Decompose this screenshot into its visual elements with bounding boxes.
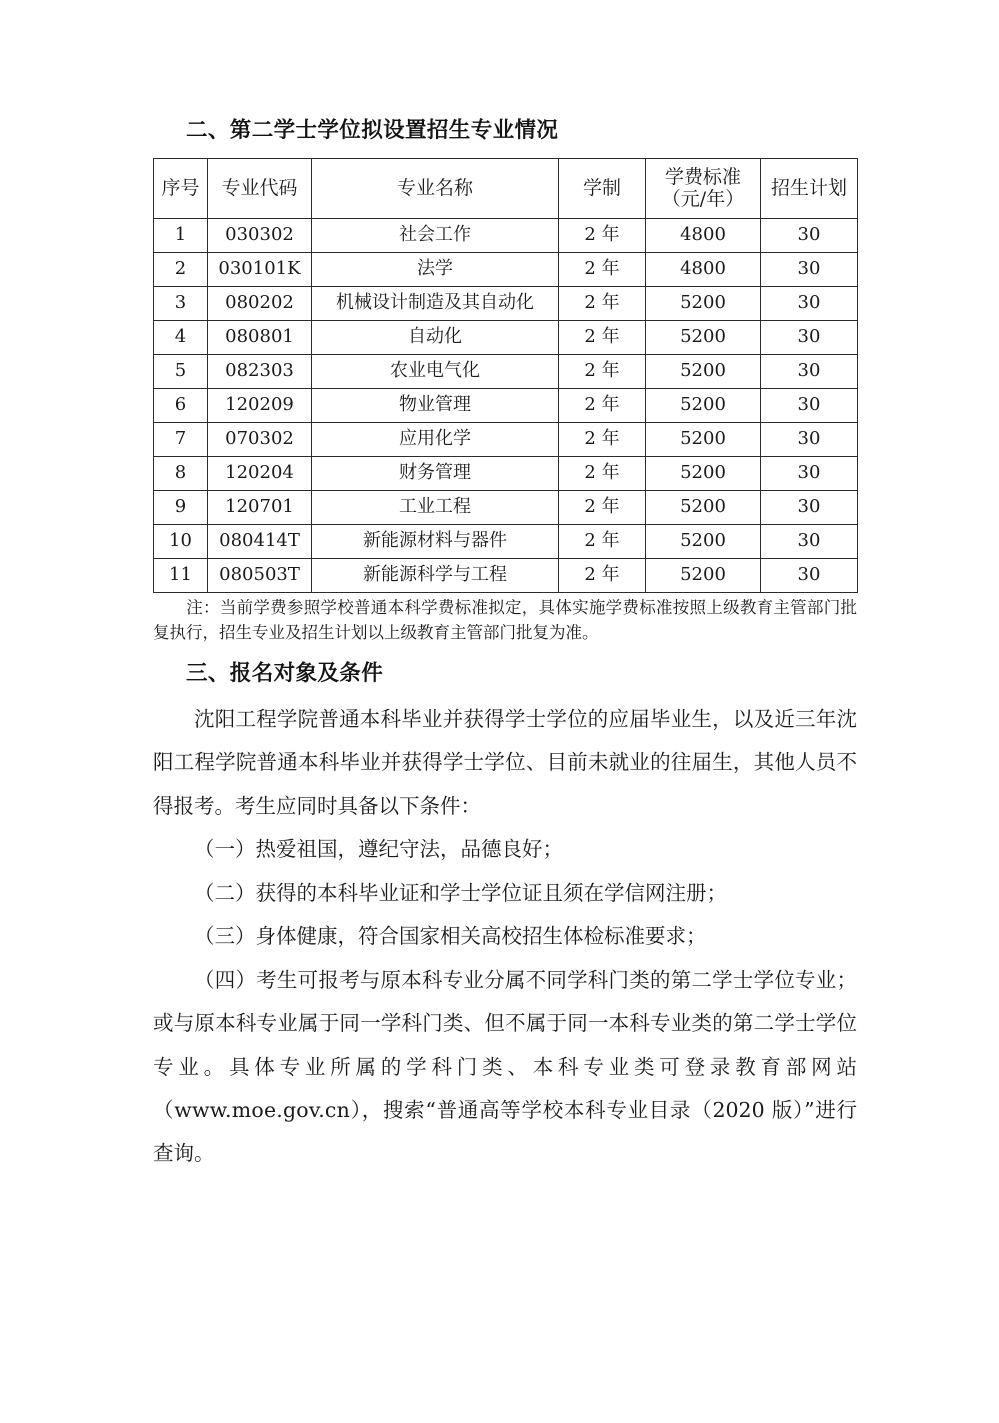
table-row [154,320,858,354]
table-note-text: 注：当前学费参照学校普通本科学费标准拟定，具体实施学费标准按照上级教育主管部门批复执行，招生专业及招生计划以上级教育主管部门批复为准。 [153,597,857,642]
cell-length: 2 年 [559,456,646,490]
cell-code: 120701 [208,490,312,524]
cell-name: 农业电气化 [312,354,559,388]
cell-fee: 5200 [646,558,761,592]
cell-quota: 30 [761,286,858,320]
cell-code: 120209 [208,388,312,422]
cell-code: 120204 [208,456,312,490]
cell-index: 3 [154,286,208,320]
cell-name: 新能源科学与工程 [312,558,559,592]
cell-fee: 5200 [646,456,761,490]
cell-quota: 30 [761,558,858,592]
paragraph-condition-3: （三）身体健康，符合国家相关高校招生体检标准要求； [194,924,707,949]
section-heading-three: 三、报名对象及条件 [186,661,384,687]
cell-length: 2 年 [559,422,646,456]
cell-index: 4 [154,320,208,354]
paragraph-condition-4-part-a: （四）考生可报考与原本科专业分属不同学科门类的第二学士学位专业；或与原本科专业属于同一学科门类、但不属于同一本科专业类的第二学士学位专业。具体专业所属的学科门类、本科专业类可登录教育部网站（ [153,967,857,1122]
cell-index: 9 [154,490,208,524]
cell-index: 8 [154,456,208,490]
column-header-fee [646,158,761,218]
cell-code: 070302 [208,422,312,456]
cell-length: 2 年 [559,524,646,558]
cell-name: 财务管理 [312,456,559,490]
column-header-code: 专业代码 [208,158,312,218]
table-row [154,524,858,558]
cell-index: 7 [154,422,208,456]
page-content [153,0,857,1176]
table-row [154,388,858,422]
cell-length: 2 年 [559,354,646,388]
cell-code: 080503T [208,558,312,592]
cell-index: 6 [154,388,208,422]
table-note [153,595,857,645]
cell-fee: 4800 [646,218,761,252]
paragraph-condition-2: （二）获得的本科毕业证和学士学位证且须在学信网注册； [194,880,727,905]
cell-name: 法学 [312,252,559,286]
table-row [154,558,858,592]
cell-code: 080801 [208,320,312,354]
cell-quota: 30 [761,320,858,354]
cell-quota: 30 [761,388,858,422]
cell-code: 080202 [208,286,312,320]
column-header-name: 专业名称 [312,158,559,218]
cell-name: 工业工程 [312,490,559,524]
cell-length: 2 年 [559,218,646,252]
cell-fee: 5200 [646,524,761,558]
cell-name: 社会工作 [312,218,559,252]
table-row [154,354,858,388]
cell-name: 物业管理 [312,388,559,422]
cell-fee: 5200 [646,422,761,456]
cell-index: 10 [154,524,208,558]
cell-length: 2 年 [559,558,646,592]
cell-quota: 30 [761,252,858,286]
cell-fee: 5200 [646,388,761,422]
cell-quota: 30 [761,354,858,388]
cell-fee: 5200 [646,320,761,354]
cell-length: 2 年 [559,490,646,524]
cell-code: 030302 [208,218,312,252]
cell-code: 030101K [208,252,312,286]
cell-index: 2 [154,252,208,286]
cell-index: 11 [154,558,208,592]
cell-length: 2 年 [559,286,646,320]
cell-index: 5 [154,354,208,388]
column-header-fee-line1: 学费标准 [664,165,741,188]
table-body [154,218,858,592]
cell-code: 080414T [208,524,312,558]
column-header-fee-line2: （元/年） [661,188,745,211]
majors-table-container [153,158,857,593]
cell-quota: 30 [761,524,858,558]
cell-quota: 30 [761,218,858,252]
cell-fee: 5200 [646,286,761,320]
cell-name: 自动化 [312,320,559,354]
table-row [154,218,858,252]
column-header-index: 序号 [154,158,208,218]
paragraph-condition-4-part-b: ），搜索“普通高等学校本科专业目录（2020 版）”进行查询。 [153,1097,858,1166]
section-heading-two: 二、第二学士学位拟设置招生专业情况 [186,118,559,143]
table-row [154,252,858,286]
table-row [154,456,858,490]
cell-length: 2 年 [559,388,646,422]
column-header-length: 学制 [559,158,646,218]
table-header-row [154,158,858,218]
moe-website-url: www.moe.gov.cn [174,1097,351,1122]
table-header [154,158,858,218]
cell-quota: 30 [761,456,858,490]
cell-name: 机械设计制造及其自动化 [312,286,559,320]
cell-quota: 30 [761,490,858,524]
paragraph-condition-4 [153,959,857,1176]
table-row [154,490,858,524]
cell-index: 1 [154,218,208,252]
paragraph-eligibility: 沈阳工程学院普通本科毕业并获得学士学位的应届毕业生，以及近三年沈阳工程学院普通本科毕业并获得学士学位、目前未就业的往届生，其他人员不得报考。考生应同时具备以下条件： [153,706,857,818]
column-header-quota: 招生计划 [761,158,858,218]
cell-name: 应用化学 [312,422,559,456]
cell-name: 新能源材料与器件 [312,524,559,558]
cell-fee: 4800 [646,252,761,286]
cell-fee: 5200 [646,490,761,524]
table-row [154,422,858,456]
cell-fee: 5200 [646,354,761,388]
majors-table [153,158,858,593]
cell-length: 2 年 [559,320,646,354]
cell-length: 2 年 [559,252,646,286]
paragraph-condition-1: （一）热爱祖国，遵纪守法，品德良好； [194,837,563,862]
table-row [154,286,858,320]
cell-quota: 30 [761,422,858,456]
cell-code: 082303 [208,354,312,388]
